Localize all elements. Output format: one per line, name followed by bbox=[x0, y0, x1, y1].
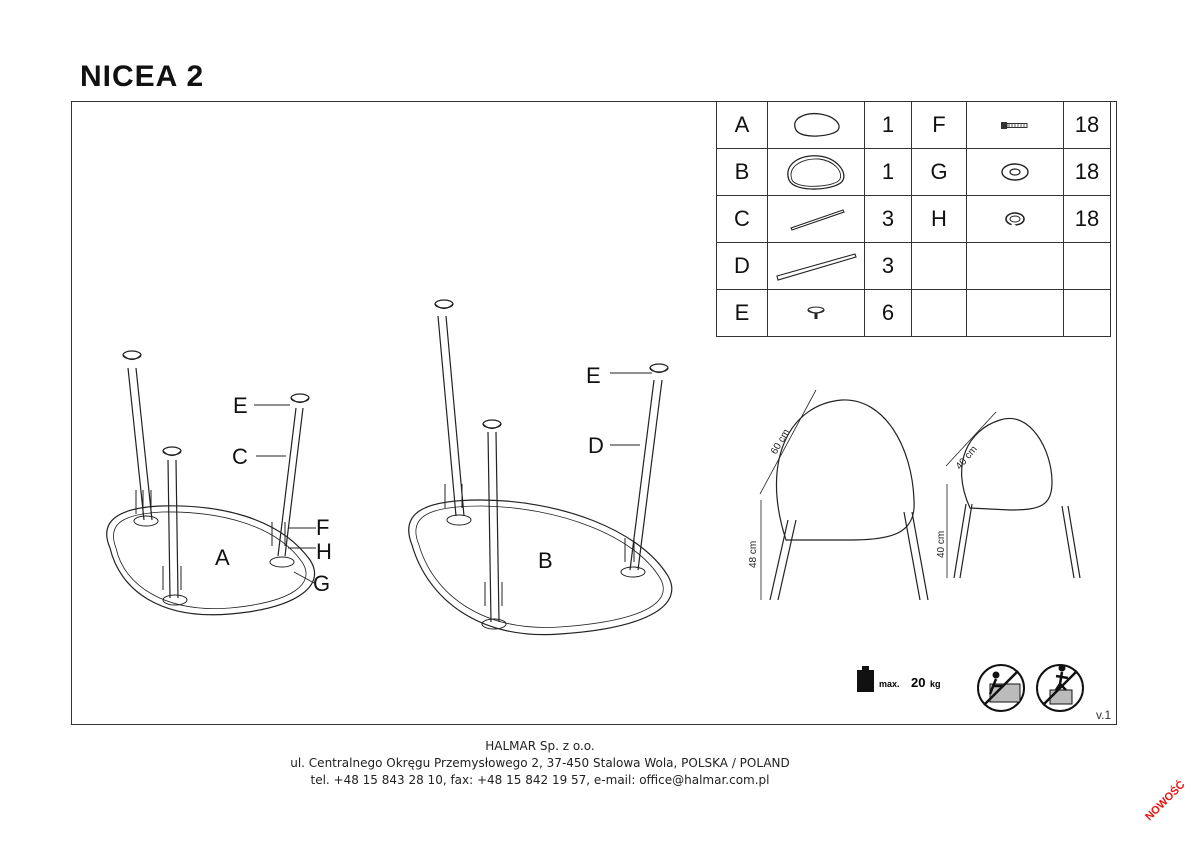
big-stool-drawing bbox=[760, 390, 928, 600]
label-d: D bbox=[588, 433, 604, 458]
part-qty: 18 bbox=[1064, 149, 1111, 196]
dim-big-width: 60 cm bbox=[769, 427, 793, 457]
part-qty: 18 bbox=[1064, 102, 1111, 149]
footer-address: ul. Centralnego Okręgu Przemysłowego 2, 37-450 Stalowa Wola, POLSKA / POLAND bbox=[290, 756, 790, 770]
part-letter: G bbox=[912, 149, 967, 196]
max-load-prefix: max. bbox=[879, 679, 900, 689]
table-top-a-drawing bbox=[107, 506, 315, 615]
part-qty: 3 bbox=[865, 196, 912, 243]
part-letter: C bbox=[717, 196, 768, 243]
label-h: H bbox=[316, 539, 332, 564]
long-legs-drawing bbox=[438, 316, 662, 622]
weight-icon bbox=[857, 666, 874, 692]
no-sitting-icon bbox=[978, 665, 1024, 711]
label-f: F bbox=[316, 515, 330, 540]
label-e-right: E bbox=[586, 363, 601, 388]
part-qty: 6 bbox=[865, 290, 912, 337]
new-badge: NOWOŚĆ bbox=[1143, 778, 1188, 824]
label-c: C bbox=[232, 444, 248, 469]
no-standing-icon bbox=[1037, 665, 1083, 712]
part-qty: 1 bbox=[865, 102, 912, 149]
part-letter: A bbox=[717, 102, 768, 149]
footer-company: HALMAR Sp. z o.o. bbox=[485, 739, 595, 753]
max-load-unit: kg bbox=[930, 679, 941, 689]
small-stool-drawing bbox=[946, 412, 1080, 578]
mounting-plates-drawing bbox=[134, 484, 645, 629]
version-label: v.1 bbox=[1096, 708, 1112, 722]
label-a: A bbox=[215, 545, 230, 570]
label-b: B bbox=[538, 548, 553, 573]
dim-small-width: 40 cm bbox=[953, 443, 980, 472]
part-qty: 1 bbox=[865, 149, 912, 196]
part-letter: B bbox=[717, 149, 768, 196]
part-letter: H bbox=[912, 196, 967, 243]
page-title: NICEA 2 bbox=[80, 60, 205, 93]
part-letter: E bbox=[717, 290, 768, 337]
max-load-value: 20 bbox=[911, 675, 926, 690]
label-e-left: E bbox=[233, 393, 248, 418]
dim-big-height: 48 cm bbox=[748, 540, 759, 568]
label-g: G bbox=[313, 571, 331, 596]
footer-contact: tel. +48 15 843 28 10, fax: +48 15 842 19 57, e-mail: office@halmar.com.pl bbox=[310, 773, 770, 787]
part-letter: D bbox=[717, 243, 768, 290]
dim-small-height: 40 cm bbox=[936, 530, 947, 558]
part-qty: 3 bbox=[865, 243, 912, 290]
part-letter: F bbox=[912, 102, 967, 149]
part-qty: 18 bbox=[1064, 196, 1111, 243]
